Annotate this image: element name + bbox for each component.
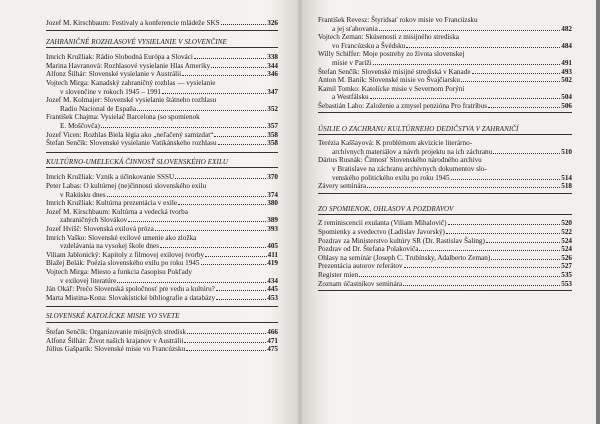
dot-leader <box>201 264 267 265</box>
dot-leader <box>175 178 266 179</box>
toc-entry <box>318 254 572 262</box>
toc-entry <box>46 70 278 78</box>
toc-entry <box>318 237 572 245</box>
toc-entry <box>46 173 278 181</box>
section-rule <box>46 30 278 31</box>
toc-entry-line <box>46 182 278 190</box>
page-number: 466 <box>267 328 278 336</box>
entry-title-text: Dárius Rusnák: Činnosť Slovenského národného archívu <box>318 156 482 165</box>
toc-entry-line <box>46 208 278 216</box>
entry-title-text: Ohlasy na seminár (Joseph C. Trubínsky, Adalberto Zeman) <box>318 253 491 262</box>
toc-entry <box>318 42 572 50</box>
toc-entry <box>318 228 572 236</box>
page-number: 491 <box>561 59 572 67</box>
entry-title-text: Kamil Tomko: Katolícke misie v Severnom Porýní <box>318 84 465 93</box>
toc-entry <box>318 148 572 156</box>
entry-title-text: Peter Labas: O kultúrnej (ne)činnosti slovenského exilu <box>46 182 207 190</box>
toc-entry <box>46 242 278 250</box>
entry-title-text: a Westfálsku <box>332 93 369 102</box>
section-heading <box>46 312 278 320</box>
entry-title-text: archívnych materiálov a návrh projektu na ich záchranu <box>332 147 493 156</box>
entry-title-text: Štefan Senčík: Slovenské vysielanie Vatikánskeho rozhlasu <box>46 139 217 148</box>
dot-leader <box>406 47 560 48</box>
entry-title-text: E. Moščovča) <box>60 122 100 130</box>
entry-title-text: Marina Havranová: Rozhlasové vysielanie Hlas Ameriky <box>46 61 211 70</box>
dot-leader <box>379 30 560 31</box>
section-rule <box>318 193 572 194</box>
page-number: 352 <box>267 104 278 113</box>
page-edge <box>596 0 600 424</box>
toc-entry-line <box>318 156 572 164</box>
page-number: 484 <box>561 41 572 50</box>
dot-leader <box>184 342 266 343</box>
entry-title-text: Jozef M. Kirschbaum: Festivaly a konferencie mládeže SKS <box>46 19 220 27</box>
toc-entry <box>318 59 572 67</box>
dot-leader <box>451 179 561 180</box>
dot-leader <box>370 98 561 99</box>
toc-entry <box>46 259 278 267</box>
right-page <box>303 0 600 424</box>
page-number: 526 <box>561 253 572 262</box>
page-number: 553 <box>561 279 572 288</box>
toc-entry <box>318 68 572 76</box>
page-number: 522 <box>561 228 572 236</box>
toc-entry <box>46 122 278 130</box>
toc-entry <box>318 102 572 110</box>
page-number: 326 <box>267 19 278 27</box>
section-rule <box>46 152 278 153</box>
toc-entry-line <box>318 33 572 41</box>
dot-leader <box>493 153 560 154</box>
dot-leader <box>404 267 561 268</box>
toc-entry <box>46 251 278 259</box>
dot-leader <box>186 350 266 351</box>
toc-entry <box>46 277 278 285</box>
page-number: 347 <box>267 87 278 96</box>
toc-entry <box>46 216 278 224</box>
entry-title-text: František Revesz: Štyridsať rokov misie vo Francúzsku <box>318 16 478 24</box>
page-number: 380 <box>267 199 278 208</box>
dot-leader <box>117 282 266 283</box>
toc-entry-line <box>318 165 572 173</box>
entry-title-text: Ján Okáľ: Prečo Slovenská spoločnosť pre vedu a kultúru? <box>46 285 215 294</box>
toc-entry <box>318 93 572 101</box>
entry-title-text: Štefan Senčík: Slovenské misijné strediská v Kanade <box>318 67 471 76</box>
page-number: 338 <box>267 53 278 62</box>
toc-entry-line <box>318 50 572 58</box>
entry-title-text: venského politického exilu po roku 1945 <box>332 173 450 182</box>
dot-leader <box>419 250 560 251</box>
page-number: 358 <box>267 130 278 139</box>
entry-title-text: Jozef Vicen: Rozhlas Biela légia ako „neľačený samizdat“ <box>46 130 214 139</box>
section-heading-text: SLOVENSKÉ KATOLÍCKE MISIE VO SVETE <box>46 312 180 321</box>
section-rule <box>318 134 572 135</box>
entry-title-text: Register mien <box>318 271 359 279</box>
page-number: 520 <box>561 219 572 228</box>
toc-entry <box>46 105 278 113</box>
section-heading-text: KULTÚRNO-UMELECKÁ ČINNOSŤ SLOVENSKÉHO EXILU <box>46 157 229 166</box>
page-number: 504 <box>561 93 572 102</box>
page-number: 370 <box>267 173 278 182</box>
entry-title-text: Imrich Kružliak: Kultúrna prezentácia v exile <box>46 199 178 208</box>
page-number: 506 <box>561 102 572 110</box>
toc-entry <box>46 328 278 336</box>
entry-title-text: Závery seminára <box>318 182 367 191</box>
section-rule <box>46 306 278 307</box>
page-number: 475 <box>267 345 278 354</box>
page-number: 527 <box>561 262 572 271</box>
dot-leader <box>461 81 560 82</box>
toc-entry <box>318 219 572 227</box>
section-heading-text: ÚSILIE O ZACHRANU KULTÚRNEHO DEDIČSTVA V ZAHRANIČÍ <box>318 124 519 133</box>
dot-leader <box>216 299 266 300</box>
dot-leader <box>488 107 560 108</box>
dot-leader <box>218 144 267 145</box>
entry-title-text: Imrich Vaško: Slovenské exilové umenie ako zložka <box>46 233 197 242</box>
entry-title-text: Pozdrav za Ministerstvo kultúry SR (Dr. Rastislav Šaling) <box>318 236 485 245</box>
page-number: 344 <box>267 61 278 70</box>
dot-leader <box>155 230 266 231</box>
section-heading <box>46 38 278 46</box>
dot-leader <box>101 127 266 128</box>
dot-leader <box>187 333 266 334</box>
toc-entry <box>46 199 278 207</box>
page-number: 434 <box>267 276 278 285</box>
page-number: 502 <box>561 76 572 85</box>
entry-title-text: v slovenčine v rokoch 1945 – 1991 <box>60 87 162 96</box>
dot-leader <box>472 73 561 74</box>
toc-entry <box>318 25 572 33</box>
section-heading-text: ZO SPOMIENOK, OHLASOV A POZDRAVOV <box>318 204 454 213</box>
toc-entry-line <box>318 85 572 93</box>
section-heading <box>46 158 278 166</box>
page-number: 482 <box>561 24 572 33</box>
toc-entry-line <box>318 16 572 24</box>
dot-leader <box>448 224 561 225</box>
entry-title-text: Vojtech Mirga: Kanadský zahraničný rozhlas — vysielanie <box>46 79 216 87</box>
entry-title-text: Štefan Senčík: Organizovanie misijných stredísk <box>46 328 186 336</box>
entry-title-text: Vojtech Mirga: Miesto a funkcia časopisu Pokľady <box>46 268 192 276</box>
entry-title-text: Július Gašparík: Slovenské misie vo Francúzsku <box>46 345 186 354</box>
left-page <box>0 0 297 424</box>
toc-entry <box>46 191 278 199</box>
entry-title-text: a jej sťahovania <box>332 24 378 33</box>
page-number: 374 <box>267 190 278 199</box>
entry-title-text: Zoznam účastníkov seminára <box>318 279 403 288</box>
page-number: 393 <box>267 225 278 233</box>
dot-leader <box>491 259 560 260</box>
dot-leader <box>178 204 266 205</box>
entry-title-text: Radio Nacional de España <box>60 104 137 113</box>
toc-entry-line <box>46 234 278 242</box>
entry-title-text: Jozef M. Kolmajer: Slovenské vysielanie štátneho rozhlasu <box>46 96 217 105</box>
page-number: 389 <box>267 216 278 225</box>
entry-title-text: Marta Mistina-Kona: Slovakistické bibliografie a databázy <box>46 293 216 302</box>
dot-leader <box>359 276 560 277</box>
entry-title-text: v exilovej literatúre <box>60 276 117 285</box>
dot-leader <box>211 67 266 68</box>
toc-entry <box>46 88 278 96</box>
toc-entry <box>318 271 572 279</box>
dot-leader <box>137 110 266 111</box>
dot-leader <box>486 242 560 243</box>
dot-leader <box>373 64 561 65</box>
section-heading-text: ZAHRANIČNÉ ROZHLASOVÉ VYSIELANIE V SLOVENČINE <box>46 37 227 46</box>
page-number: 493 <box>561 67 572 76</box>
entry-title-text: vo Francúzsku a Švédsku <box>332 41 406 50</box>
dot-leader <box>160 247 266 248</box>
entry-title-text: Willy Schiffer: Moje postrehy zo života slovenskej <box>318 50 465 59</box>
entry-title-text: Jozef M. Kirschbaum: Kultúrna a vedecká tvorba <box>46 207 188 216</box>
entry-title-text: vzdelávania na vysokej škole dnes <box>60 242 159 251</box>
toc-entry <box>46 285 278 293</box>
section-rule <box>46 167 278 168</box>
dot-leader <box>128 221 266 222</box>
toc-entry-line <box>46 96 278 104</box>
entry-title-text: misie v Paríži <box>332 59 372 67</box>
section-rule <box>318 112 572 113</box>
toc-entry <box>46 337 278 345</box>
entry-title-text: Blažej Belák: Poézia slovenského exilu po roku 1945 <box>46 259 200 268</box>
toc-entry <box>46 62 278 70</box>
section-heading <box>318 125 572 133</box>
entry-title-text: Vojtech Zeman: Skúsenosti z misijného strediska <box>318 33 460 42</box>
entry-title-text: Anton M. Baník: Slovenské misie vo Švajčiarsku <box>318 76 460 85</box>
toc-entry <box>46 19 278 27</box>
toc-entry-line <box>46 268 278 276</box>
dot-leader <box>194 58 266 59</box>
dot-leader <box>216 290 266 291</box>
toc-entry <box>46 139 278 147</box>
toc-entry <box>318 76 572 84</box>
toc-entry <box>318 262 572 270</box>
dot-leader <box>221 24 267 25</box>
dot-leader <box>403 285 560 286</box>
page-number: 535 <box>561 271 572 279</box>
toc-entry <box>46 225 278 233</box>
toc-entry <box>46 131 278 139</box>
toc-entry <box>46 294 278 302</box>
toc-entry-line <box>46 113 278 121</box>
entry-title-text: Imrich Kružliak: Vznik a účinkovanie SSSU <box>46 173 175 182</box>
entry-title-text: Pozdrav od Dr. Štefana Polakoviča <box>318 245 419 254</box>
page-number: 471 <box>267 336 278 345</box>
entry-title-text: v Bratislave na záchranu archívnych dokumentov slo- <box>332 165 487 173</box>
entry-title-text: Alfonz Šilhár: Život našich krajanov v Austrálii <box>46 336 184 345</box>
toc-entry <box>46 53 278 61</box>
page-number: 514 <box>561 173 572 182</box>
section-rule <box>46 47 278 48</box>
page-number: 357 <box>267 122 278 130</box>
dot-leader <box>446 233 560 234</box>
toc-entry <box>46 345 278 353</box>
entry-title-text: zahraničných Slovákov <box>60 216 128 225</box>
dot-leader <box>214 136 266 137</box>
entry-title-text: Viliam Jablonický: Kapitoly z filmovej exilovej tvorby <box>46 250 205 259</box>
page-number: 405 <box>267 242 278 251</box>
page-number: 346 <box>267 70 278 79</box>
page-number: 453 <box>267 293 278 302</box>
dot-leader <box>107 196 267 197</box>
section-heading <box>318 205 572 213</box>
page-number: 524 <box>561 245 572 254</box>
entry-title-text: Imrich Kružliak: Rádio Slobodná Európa a Slováci <box>46 53 193 62</box>
toc-entry-line <box>318 139 572 147</box>
dot-leader <box>162 93 266 94</box>
toc-entry <box>318 174 572 182</box>
page-number: 510 <box>561 147 572 156</box>
entry-title-text: Terézia Kaššayová: K problémom akvizície literárno- <box>318 139 473 148</box>
section-rule <box>318 214 572 215</box>
toc-entry <box>318 245 572 253</box>
entry-title-text: Spomienky a svedectvo (Ladislav Javorský) <box>318 228 445 236</box>
page-number: 358 <box>267 139 278 148</box>
page-number: 524 <box>561 236 572 245</box>
dot-leader <box>182 75 266 76</box>
entry-title-text: Alfonz Šilhár: Slovenské vysielanie v Austrálii <box>46 70 182 79</box>
entry-title-text: Prezentácia autorov referátov <box>318 262 403 271</box>
toc-entry <box>318 280 572 288</box>
toc-entry <box>318 182 572 190</box>
section-rule <box>46 322 278 323</box>
entry-title-text: František Chajma: Vysielač Barcelona (so spomienok <box>46 113 200 122</box>
page-number: 419 <box>267 259 278 268</box>
dot-leader <box>367 187 560 188</box>
entry-title-text: Z reminiscencií exulanta (Viliam Mihalovič) <box>318 219 447 228</box>
entry-title-text: Jozef Hvišč: Slovenská exilová próza <box>46 225 154 233</box>
toc-entry-line <box>46 79 278 87</box>
page-number: 445 <box>267 285 278 294</box>
page-number: 411 <box>267 250 278 259</box>
entry-title-text: v Rakúsku dnes <box>60 190 106 199</box>
dot-leader <box>205 256 267 257</box>
section-rule <box>318 290 572 291</box>
entry-title-text: Šebastián Labo: Založenie a zmysel penzióna Pro fratribus <box>318 102 488 110</box>
page-number: 518 <box>561 182 572 191</box>
